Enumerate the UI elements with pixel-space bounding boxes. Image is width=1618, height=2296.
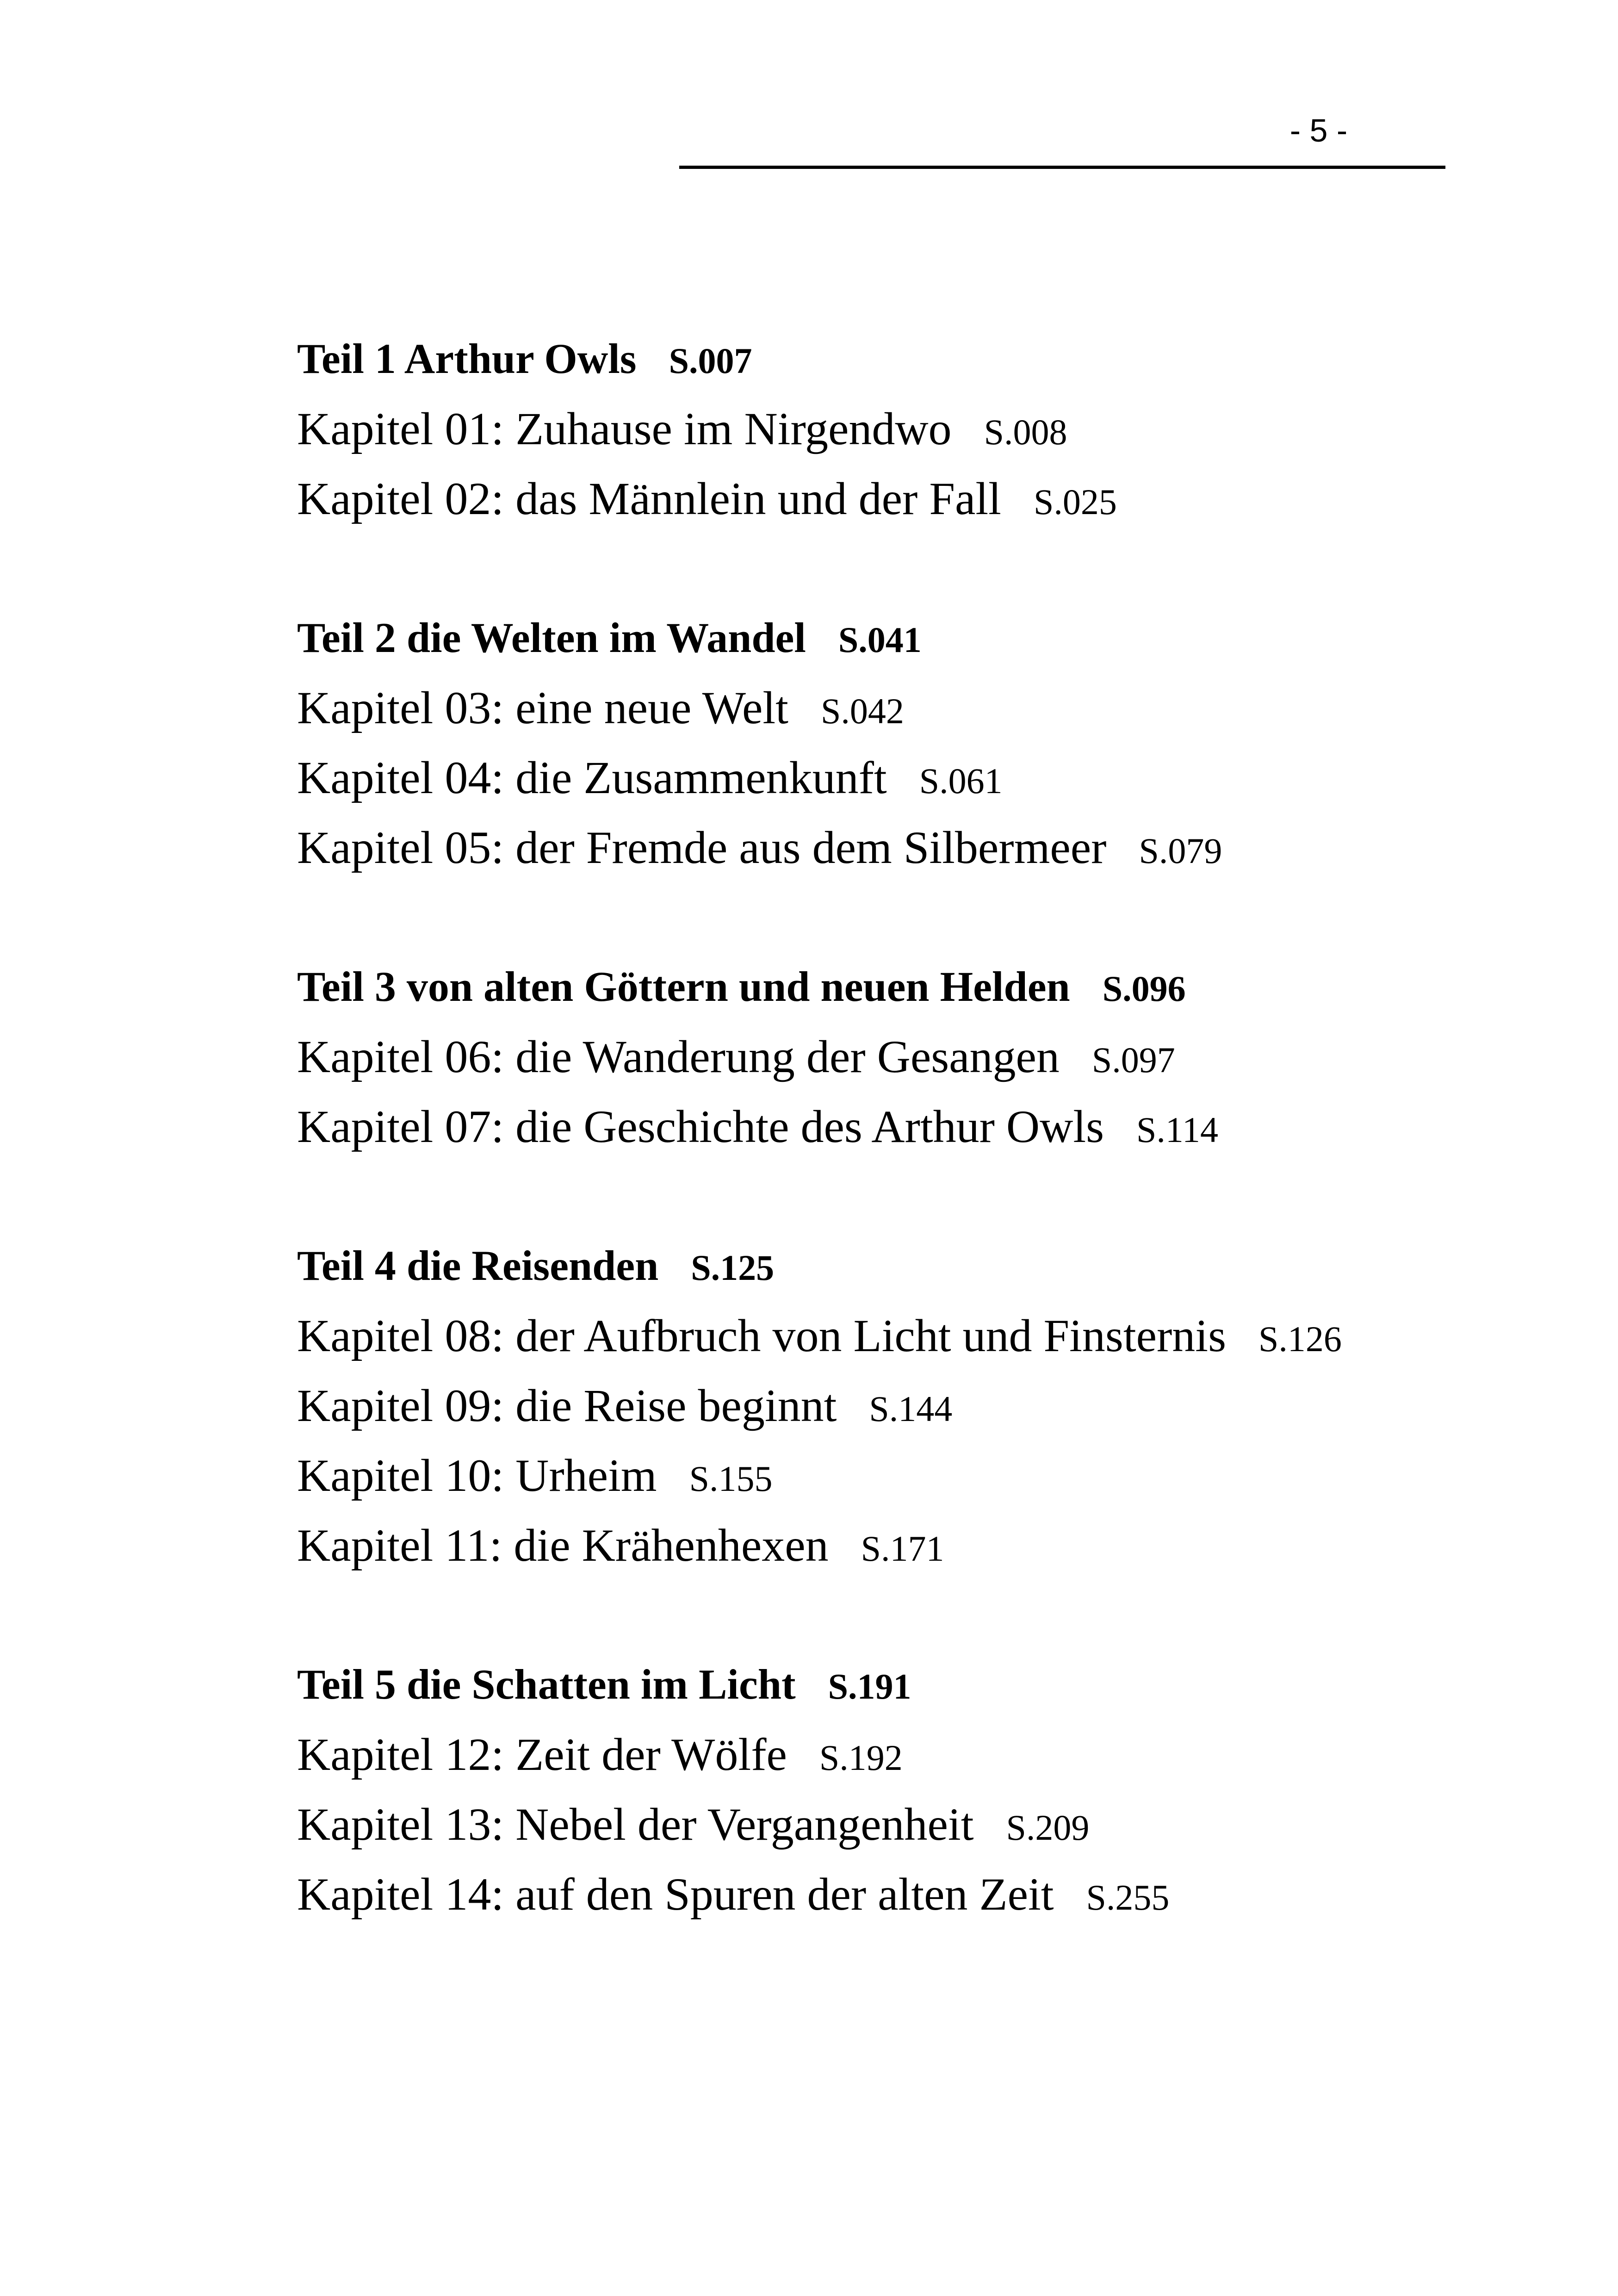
chapter-title: Kapitel 10: Urheim: [297, 1450, 657, 1501]
part-title: Teil 1 Arthur Owls: [297, 335, 637, 382]
chapter-entry[interactable]: [297, 1022, 1500, 1092]
part-heading[interactable]: [297, 603, 1500, 673]
part-title: Teil 3 von alten Göttern und neuen Helden: [297, 963, 1070, 1010]
chapter-title: Kapitel 02: das Männlein und der Fall: [297, 473, 1001, 524]
chapter-entry[interactable]: [297, 1859, 1500, 1929]
chapter-page-ref: S.209: [1006, 1807, 1090, 1848]
toc-part-1: [297, 324, 1500, 534]
chapter-entry[interactable]: [297, 1301, 1500, 1371]
chapter-entry[interactable]: [297, 1092, 1500, 1161]
table-of-contents: [297, 324, 1500, 1998]
chapter-page-ref: S.126: [1258, 1319, 1342, 1359]
toc-part-3: [297, 952, 1500, 1161]
chapter-title: Kapitel 14: auf den Spuren der alten Zeit: [297, 1868, 1054, 1920]
chapter-page-ref: S.192: [819, 1738, 903, 1778]
chapter-entry[interactable]: [297, 1719, 1500, 1789]
chapter-page-ref: S.144: [869, 1389, 953, 1429]
part-heading[interactable]: [297, 952, 1500, 1022]
chapter-title: Kapitel 01: Zuhause im Nirgendwo: [297, 403, 952, 454]
chapter-entry[interactable]: [297, 813, 1500, 882]
chapter-page-ref: S.155: [689, 1458, 773, 1499]
chapter-title: Kapitel 11: die Krähenhexen: [297, 1520, 829, 1571]
chapter-title: Kapitel 13: Nebel der Vergangenheit: [297, 1799, 974, 1850]
part-page-ref: S.191: [828, 1666, 911, 1706]
chapter-page-ref: S.097: [1091, 1040, 1175, 1080]
part-heading[interactable]: [297, 324, 1500, 394]
part-page-ref: S.007: [669, 341, 752, 381]
chapter-page-ref: S.171: [861, 1528, 944, 1569]
part-heading[interactable]: [297, 1650, 1500, 1719]
chapter-entry[interactable]: [297, 464, 1500, 534]
chapter-title: Kapitel 12: Zeit der Wölfe: [297, 1729, 787, 1780]
toc-part-4: [297, 1231, 1500, 1580]
chapter-page-ref: S.042: [820, 691, 904, 731]
chapter-page-ref: S.008: [984, 412, 1067, 452]
chapter-entry[interactable]: [297, 1789, 1500, 1859]
toc-part-2: [297, 603, 1500, 882]
part-title: Teil 5 die Schatten im Licht: [297, 1661, 796, 1708]
chapter-title: Kapitel 03: eine neue Welt: [297, 682, 788, 733]
toc-part-5: [297, 1650, 1500, 1929]
chapter-entry[interactable]: [297, 743, 1500, 813]
part-page-ref: S.096: [1102, 968, 1186, 1009]
part-page-ref: S.125: [691, 1247, 775, 1288]
chapter-entry[interactable]: [297, 1371, 1500, 1440]
chapter-title: Kapitel 05: der Fremde aus dem Silbermeer: [297, 822, 1107, 873]
chapter-entry[interactable]: [297, 1440, 1500, 1510]
header-rule: [679, 166, 1445, 169]
chapter-title: Kapitel 04: die Zusammenkunft: [297, 752, 887, 803]
chapter-page-ref: S.114: [1136, 1110, 1219, 1150]
chapter-page-ref: S.025: [1033, 482, 1117, 522]
part-page-ref: S.041: [838, 620, 922, 660]
chapter-entry[interactable]: [297, 394, 1500, 464]
part-heading[interactable]: [297, 1231, 1500, 1301]
chapter-entry[interactable]: [297, 1510, 1500, 1580]
chapter-title: Kapitel 06: die Wanderung der Gesangen: [297, 1031, 1060, 1082]
chapter-page-ref: S.255: [1086, 1877, 1170, 1917]
chapter-title: Kapitel 08: der Aufbruch von Licht und Finsternis: [297, 1310, 1227, 1361]
chapter-title: Kapitel 07: die Geschichte des Arthur Owls: [297, 1101, 1104, 1152]
part-title: Teil 2 die Welten im Wandel: [297, 614, 806, 661]
chapter-entry[interactable]: [297, 673, 1500, 743]
page-number: - 5 -: [1289, 112, 1348, 149]
chapter-page-ref: S.061: [919, 761, 1003, 801]
chapter-title: Kapitel 09: die Reise beginnt: [297, 1380, 837, 1431]
part-title: Teil 4 die Reisenden: [297, 1242, 659, 1289]
chapter-page-ref: S.079: [1139, 831, 1222, 871]
